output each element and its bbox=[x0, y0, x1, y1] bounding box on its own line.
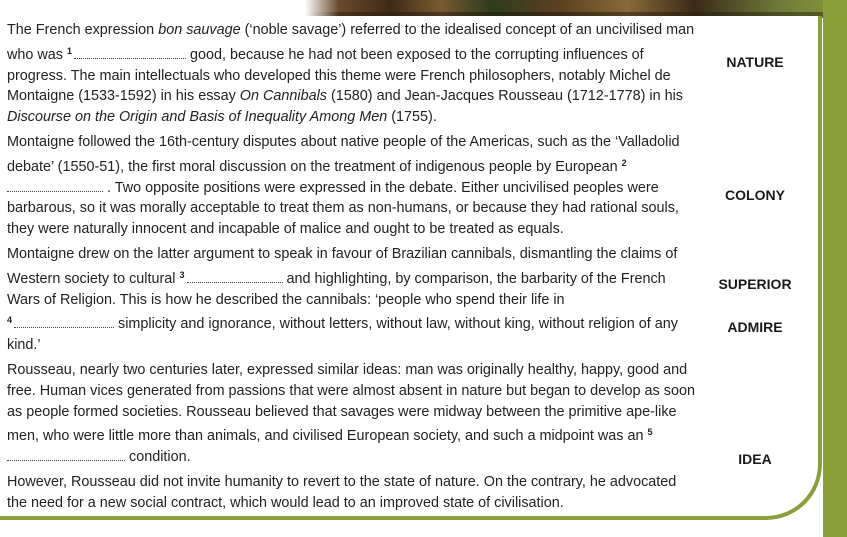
keyword-2: COLONY bbox=[725, 187, 785, 203]
keyword-3: SUPERIOR bbox=[718, 276, 792, 292]
paragraph-1: The French expression bon sauvage (‘noble savage’) referred to the idealised concept of an uncivilised man who was $^1$ good, because he had not been exposed to the corrupting influences of progress. The main intellectuals who developed this theme were French philosophers, notably Michel de Montaigne (1533-1592) in his essay On Cannibals (1580) and Jean-Jacques Rousseau (1712-1778) in his Discourse on the Origin and Basis of Inequality Among Men (1755). bbox=[7, 22, 695, 126]
gap-1-blank[interactable] bbox=[74, 48, 186, 59]
italic-term: bon sauvage bbox=[158, 22, 241, 38]
gap-2-blank[interactable] bbox=[7, 181, 103, 192]
keyword-4: ADMIRE bbox=[727, 319, 783, 335]
keyword-1: NATURE bbox=[726, 54, 784, 70]
italic-title: On Cannibals bbox=[239, 88, 327, 105]
exercise-text bbox=[7, 20, 697, 514]
paragraph-4: Rousseau, nearly two centuries later, expressed similar ideas: man was originally healthy, happy, good and free. Human vices generated from passions that were almost absent in nature but began to develop as soon as people formed societies. Rousseau believed that savages were midway between the primitive ape-like men, who were little more than animals, and civilised European society, and such a midpoint was an $^5$ condition. bbox=[7, 361, 695, 466]
paragraph-5: However, Rousseau did not invite humanity to revert to the state of nature. On the contrary, he advocated the need for a new social contract, which would lead to an improved state of civilisation. bbox=[7, 473, 677, 511]
gap-number-1: 1 bbox=[67, 45, 73, 56]
gap-3-blank[interactable] bbox=[187, 272, 283, 283]
gap-5-blank[interactable] bbox=[7, 450, 125, 461]
accent-band-right bbox=[823, 0, 847, 537]
gap-number-5: 5 bbox=[647, 427, 653, 438]
gap-number-2: 2 bbox=[621, 157, 627, 168]
gap-number-3: 3 bbox=[179, 269, 185, 280]
paragraph-2: Montaigne followed the 16th-century disputes about native people of the Americas, such as the ‘Valladolid debate’ (1550-51), the first moral discussion on the treatment of indigenous people by European $^2$ . Two opposite positions were expressed in the debate. Either uncivilised peoples were barbarous, so it was morally acceptable to treat them as non-humans, or because they had rational souls, they were naturally innocent and incapable of malice and ought to be treated as equals. bbox=[7, 133, 680, 238]
keyword-5: IDEA bbox=[738, 451, 772, 467]
gap-4-blank[interactable] bbox=[14, 317, 114, 328]
italic-title: Discourse on the Origin and Basis of Inequality Among Men bbox=[7, 109, 388, 126]
gap-number-4: 4 bbox=[7, 315, 13, 326]
paragraph-3: Montaigne drew on the latter argument to speak in favour of Brazilian cannibals, dismantling the claims of Western society to cultural $^3$ and highlighting, by comparison, the barbarity of the French Wars of Religion. This is how he described the cannibals: ‘people who spend their life in $^4$ simplicity and ignorance, without letters, without law, without king, without religion of any kind.’ bbox=[7, 245, 678, 354]
